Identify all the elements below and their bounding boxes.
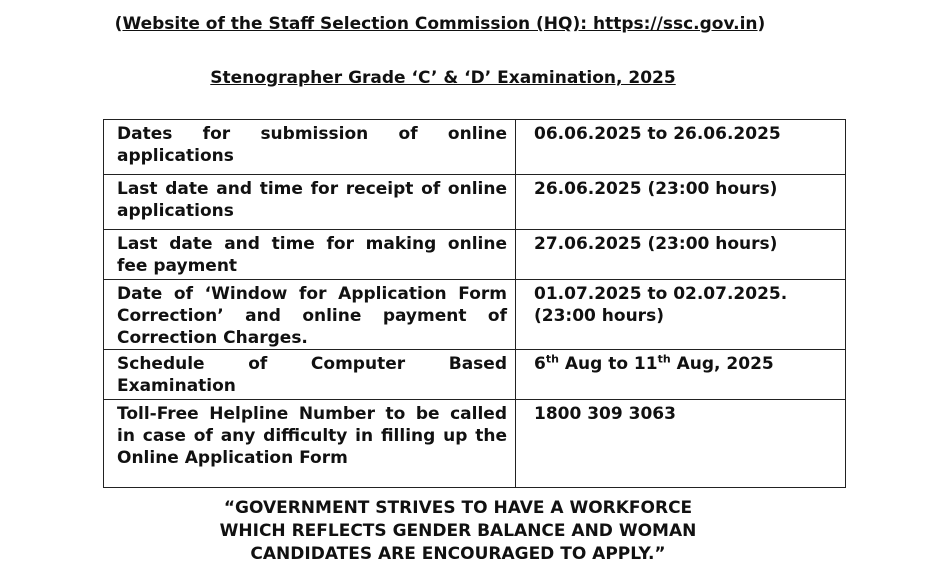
exam-range-mid: Aug to 11 [558, 354, 658, 374]
table-row [104, 280, 846, 350]
table-row [104, 400, 846, 488]
exam-title: Stenographer Grade ‘C’ & ‘D’ Examination, 2025 [210, 68, 676, 88]
ordinal-suffix: th [657, 352, 671, 366]
helpline-number: 1800 309 3063 [516, 400, 846, 488]
slogan [0, 497, 916, 566]
slogan-line: WHICH REFLECTS GENDER BALANCE AND WOMAN [219, 521, 697, 541]
row-label: Last date and time for receipt of online applications [104, 175, 516, 230]
slogan-line: CANDIDATES ARE ENCOURAGED TO APPLY.” [250, 544, 666, 564]
schedule-table [103, 119, 846, 488]
exam-start-day: 6 [534, 354, 546, 374]
row-label: Dates for submission of online applications [104, 120, 516, 175]
slogan-line: “GOVERNMENT STRIVES TO HAVE A WORKFORCE [223, 498, 693, 518]
row-value: 26.06.2025 (23:00 hours) [516, 175, 846, 230]
row-label: Schedule of Computer Based Examination [104, 350, 516, 400]
table-row [104, 175, 846, 230]
row-value [516, 350, 846, 400]
row-label: Date of ‘Window for Application Form Correction’ and online payment of Correction Charges. [104, 280, 516, 350]
table-row [104, 350, 846, 400]
row-label: Last date and time for making online fee payment [104, 230, 516, 280]
row-value: 06.06.2025 to 26.06.2025 [516, 120, 846, 175]
ordinal-suffix: th [545, 352, 559, 366]
row-label: Toll-Free Helpline Number to be called in case of any difficulty in filling up the Online Application Form [104, 400, 516, 488]
table-row [104, 120, 846, 175]
row-value-line: 01.07.2025 to 02.07.2025. [534, 284, 788, 304]
website-line: (Website of the Staff Selection Commission (HQ): https://ssc.gov.in) [114, 14, 766, 34]
table-row [104, 230, 846, 280]
row-value-line: (23:00 hours) [534, 306, 664, 326]
website-text[interactable]: Website of the Staff Selection Commission (HQ): https://ssc.gov.in [122, 14, 758, 34]
exam-range-end: Aug, 2025 [670, 354, 774, 374]
row-value: 27.06.2025 (23:00 hours) [516, 230, 846, 280]
row-value [516, 280, 846, 350]
